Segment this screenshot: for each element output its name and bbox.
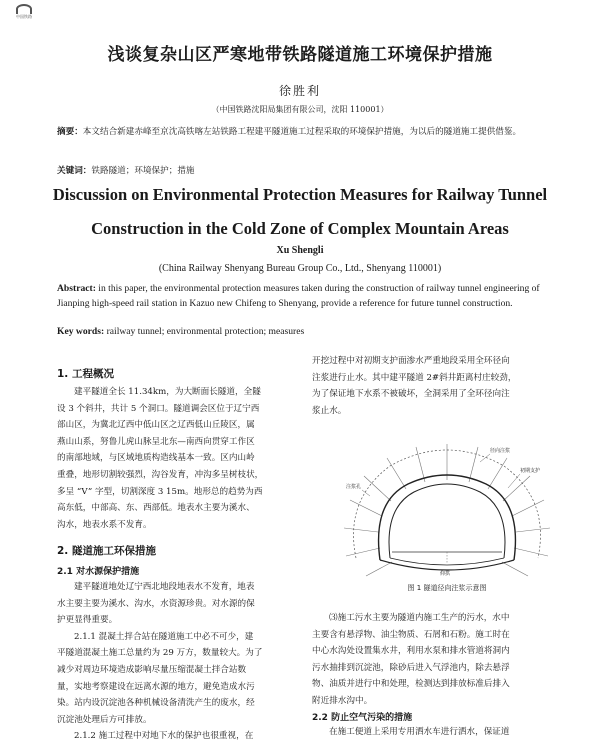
- section-2-2-body: [312, 724, 555, 741]
- text-line: 多呈 “V” 字型，切割深度 3 15m。地形总的趋势为西: [57, 486, 263, 497]
- text-line: 污水抽排到沉淀池，除砂后进入气浮池内，除去悬浮: [312, 662, 510, 673]
- tunnel-grouting-figure: [340, 440, 554, 578]
- text-line: 浆止水。: [312, 405, 347, 416]
- text-line: 开挖过程中对初期支护面渗水严重地段采用全环径向: [312, 356, 510, 366]
- text-line: 重叠，地形切割较强烈，沟谷发育，冲沟多呈树枝状，: [57, 469, 264, 480]
- section-2-2-heading: 2.2 防止空气污染的措施: [312, 713, 413, 723]
- text-line: 燕山山系，努鲁儿虎山脉呈北东—南西向贯穿工作区: [57, 436, 255, 447]
- text-line: 2.1.2 施工过程中对地下水的保护也很重视，在: [74, 731, 254, 742]
- label-invert: 仰拱: [440, 571, 451, 577]
- figure-caption: 图 1 隧道径向注浆示意图: [407, 584, 487, 592]
- section-2-1-heading: 2.1 对水源保护措施: [57, 567, 140, 577]
- text-line: 高东低，中部高、东、西部低。地表水主要为溪水、: [57, 503, 255, 514]
- section-2-1-body: [57, 579, 299, 745]
- text-line: 2.1.1 混凝土拌合站在隧道施工中必不可少，建: [74, 631, 254, 642]
- text-line: 设 3 个斜井，共计 5 个洞口。隧道调会区位于辽宁西: [57, 403, 260, 414]
- title-english-line-2: Construction in the Cold Zone of Complex Mountain Areas: [91, 219, 509, 238]
- text-line: 在施工便道上采用专用洒水车进行洒水，保证道: [329, 727, 510, 737]
- text-line: 平隧道混凝土施工总量约为 29 万方，数量较大。为了: [57, 648, 263, 659]
- abstract-en-text: in this paper, the environmental protection measures taken during the construction of railway tunnel engineering of Jianping high-speed rail station in Kazuo new Chifeng to Shenyang, provide a reference for future tunnel construction.: [57, 283, 540, 309]
- text-line: 主要含有悬浮物、油尘物质、石屑和石粉。施工时在: [312, 629, 510, 640]
- title-english-line-1: Discussion on Environmental Protection Measures for Railway Tunnel: [52, 185, 548, 204]
- text-line: 沟水，地表水系不发育。: [57, 519, 152, 530]
- keywords-text: 铁路隧道；环境保护；措施: [91, 166, 195, 176]
- text-line: 为了保证地下水系不被破坏，全洞采用了全环径向注: [312, 389, 510, 400]
- title-chinese: 浅谈复杂山区严寒地带铁路隧道施工环境保护措施: [107, 45, 493, 65]
- label-initial-support: 初期支护: [520, 468, 541, 474]
- affiliation-chinese: （中国铁路沈阳局集团有限公司，沈阳 110001）: [211, 105, 389, 114]
- affiliation-english: (China Railway Shenyang Bureau Group Co., Ltd., Shenyang 110001): [158, 263, 442, 274]
- text-line: 部山区，为冀北辽西中低山区之辽西低山丘陵区，属: [57, 420, 255, 431]
- keywords-chinese: [57, 164, 549, 176]
- text-line: 水主要主要为溪水、沟水，水资源珍贵。对水源的保: [57, 598, 255, 609]
- label-grout-hole: 注浆孔: [346, 484, 362, 490]
- abstract-text: 本文结合新建赤峰至京沈高铁喀左站铁路工程建平隧道施工过程采取的环境保护措施，为以后的隧道施工提供借鉴。: [82, 127, 522, 137]
- keywords-en-label: Key words:: [57, 326, 105, 337]
- author-english: Xu Shengli: [276, 245, 324, 256]
- text-line: 染。站内设沉淀池各种机械设备清洗产生的废水，经: [57, 698, 255, 709]
- text-line: 沉淀池处理后方可排放。: [57, 714, 152, 725]
- abstract-label: 摘要：: [57, 127, 83, 137]
- right-column-top-body: [312, 353, 555, 419]
- label-radial-grouting: 径向注浆: [490, 448, 511, 454]
- section-1-body: [57, 384, 299, 533]
- abstract-chinese: [57, 124, 549, 140]
- text-line: 减少对周边环境造成影响尽量压缩混凝土拌合站数: [57, 664, 247, 675]
- text-line: 物、油质并进行中和处理，检测达到排放标准后排入: [312, 679, 510, 690]
- keywords-label: 关键词：: [57, 166, 92, 176]
- right-column-bottom-body: [312, 610, 555, 710]
- abstract-en-label: Abstract:: [57, 283, 96, 294]
- text-line: 的南部地域，与区域地质构造线基本一致。区内山岭: [57, 453, 255, 464]
- text-line: 附近排水沟中。: [312, 695, 373, 706]
- section-1-heading: 1. 工程概况: [57, 368, 114, 380]
- text-line: 中心水沟处设置集水井，利用水泵和排水管道将洞内: [312, 646, 510, 657]
- abstract-english: [57, 281, 549, 311]
- journal-logo: 中国铁路: [10, 4, 38, 20]
- text-line: 注浆进行止水。其中建平隧道 2#斜井距离村庄较劲，: [312, 372, 517, 383]
- text-line: 量，实地考察建设在远离水源的地方，避免造成水污: [57, 681, 255, 692]
- keywords-en-text: railway tunnel; environmental protection; measures: [104, 326, 305, 337]
- section-2-heading: 2. 隧道施工环保措施: [57, 545, 156, 557]
- text-line: 建平隧道地处辽宁西北地段地表水不发育，地表: [74, 582, 255, 592]
- text-line: 建平隧道全长 11.34km，为大断面长隧道，全隧: [74, 387, 261, 397]
- text-line: 护更显得重要。: [57, 615, 118, 626]
- text-line: ⑶施工污水主要为隧道内施工生产的污水，水中: [329, 613, 510, 623]
- keywords-english: [57, 326, 549, 337]
- tunnel-cross-section-diagram: [340, 440, 554, 578]
- author-chinese: 徐胜利: [278, 84, 321, 98]
